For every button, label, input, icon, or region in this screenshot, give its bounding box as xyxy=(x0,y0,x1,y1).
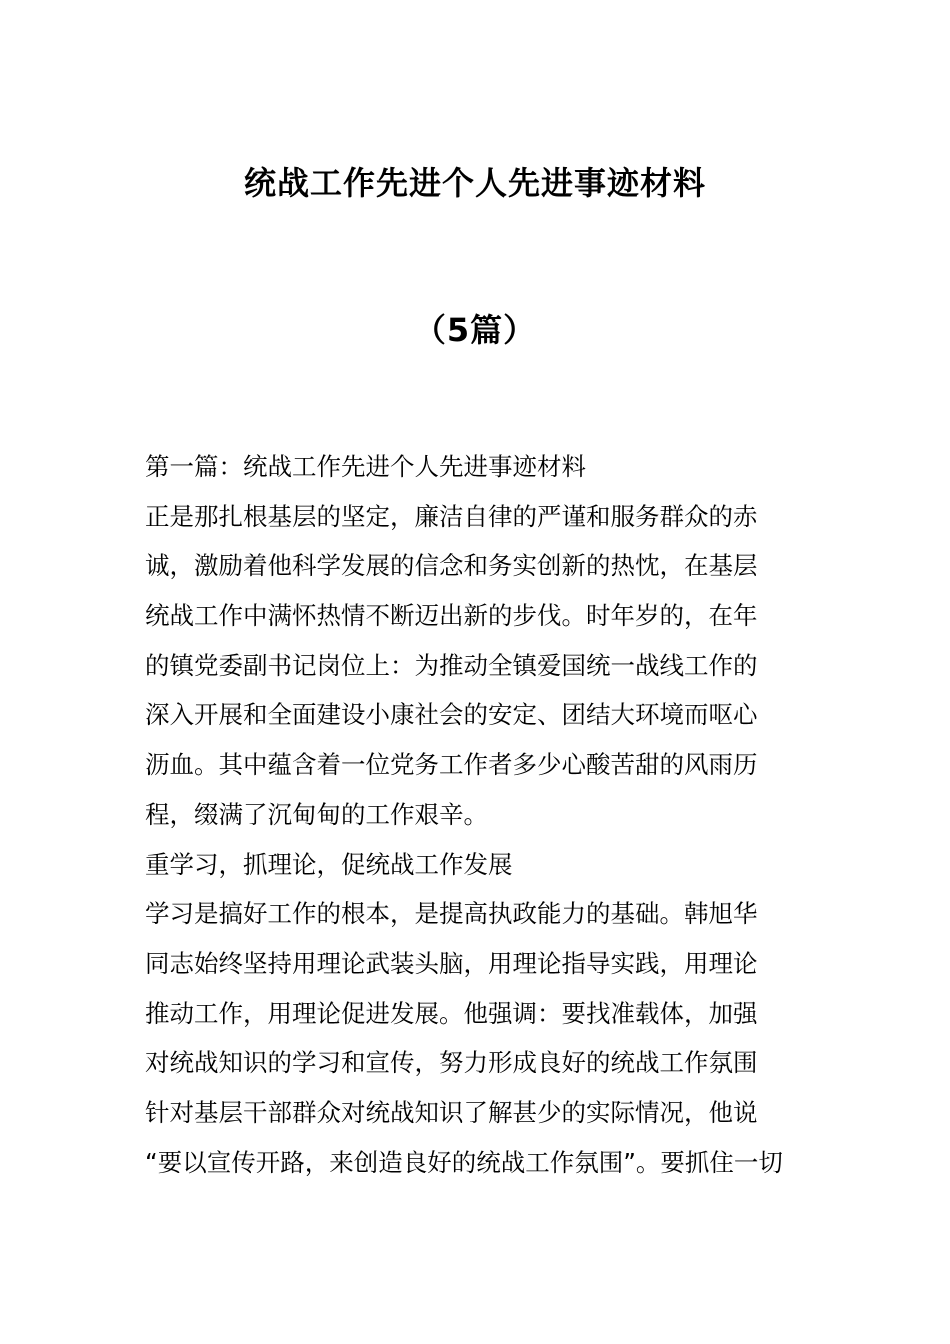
body-text-line: 正是那扎根基层的坚定，廉洁自律的严谨和服务群众的赤 xyxy=(145,501,758,531)
body-text-line: 同志始终坚持用理论武装头脑，用理论指导实践，用理论 xyxy=(145,948,758,978)
body-text-line: 统战工作中满怀热情不断迈出新的步伐。时年岁的，在年 xyxy=(145,601,758,631)
body-text-line: 学习是搞好工作的根本，是提高执政能力的基础。韩旭华 xyxy=(145,899,758,929)
subsection-heading: 重学习，抓理论，促统战工作发展 xyxy=(145,849,513,879)
body-text-line: 对统战知识的学习和宣传，努力形成良好的统战工作氛围 xyxy=(145,1048,758,1078)
body-text-line: 针对基层干部群众对统战知识了解甚少的实际情况，他说 xyxy=(145,1097,758,1127)
body-text-line: 沥血。其中蕴含着一位党务工作者多少心酸苦甜的风雨历 xyxy=(145,750,758,780)
document-body xyxy=(145,442,810,1187)
body-text-line: 推动工作，用理论促进发展。他强调：要找准载体，加强 xyxy=(145,998,758,1028)
document-title: 统战工作先进个人先进事迹材料 xyxy=(243,164,706,202)
section-heading: 第一篇：统战工作先进个人先进事迹材料 xyxy=(145,452,586,481)
body-text-line: 深入开展和全面建设小康社会的安定、团结大环境而呕心 xyxy=(145,700,758,730)
body-text-line: 的镇党委副书记岗位上：为推动全镇爱国统一战线工作的 xyxy=(145,650,758,680)
body-text-line: 诚，激励着他科学发展的信念和务实创新的热忱，在基层 xyxy=(145,551,758,581)
body-text-line: 程，缀满了沉甸甸的工作艰辛。 xyxy=(145,799,488,829)
body-text-line: “要以宣传开路，来创造良好的统战工作氛围”。要抓住一切 xyxy=(145,1147,783,1177)
document-subtitle: （5篇） xyxy=(413,311,537,349)
